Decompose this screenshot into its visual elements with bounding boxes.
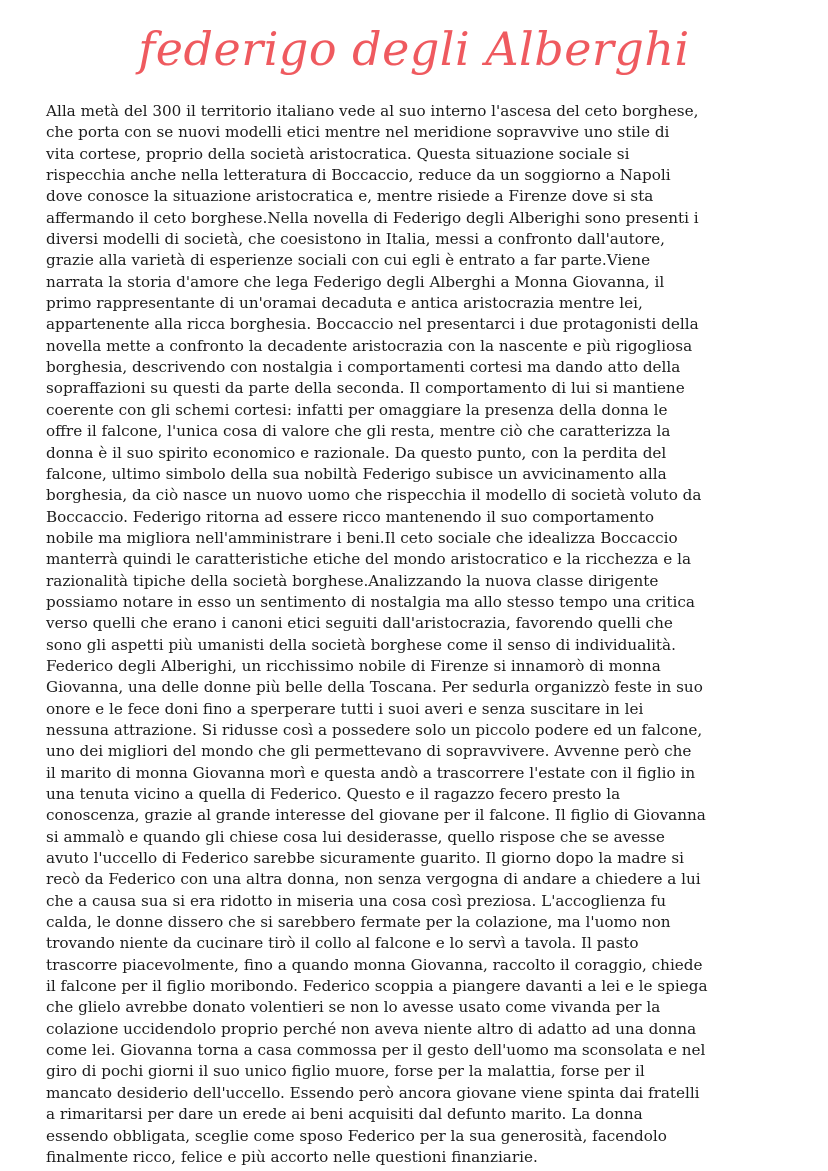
body-line: come lei. Giovanna torna a casa commossa per il gesto dell'uomo ma sconsolata e nel [46, 1041, 706, 1060]
body-line: conoscenza, grazie al grande interesse del giovane per il falcone. Il figlio di Giovanna [46, 806, 706, 825]
body-line: onore e le fece doni fino a sperperare tutti i suoi averi e senza suscitare in lei [46, 699, 644, 718]
body-line: una tenuta vicino a quella di Federico. Questo e il ragazzo fecero presto la [46, 785, 621, 803]
body-line: trascorre piacevolmente, fino a quando monna Giovanna, raccolto il coraggio, chiede [46, 955, 703, 974]
body-line: grazie alla varietà di esperienze sociali con cui egli è entrato a far parte.Viene [46, 251, 651, 270]
body-line: essendo obbligata, sceglie come sposo Federico per la sua generosità, facendolo [46, 1126, 667, 1145]
body-line: Alla metà del 300 il territorio italiano vede al suo interno l'ascesa del ceto borghese, [46, 102, 699, 120]
body-line: dove conosce la situazione aristocratica e, mentre risiede a Firenze dove si sta [46, 187, 654, 206]
document-title: federigo degli Alberghi [138, 22, 690, 76]
body-line: che glielo avrebbe donato volentieri se non lo avesse usato come vivanda per la [46, 998, 661, 1017]
body-line: donna è il suo spirito economico e razionale. Da questo punto, con la perdita del [46, 443, 667, 462]
body-line: falcone, ultimo simbolo della sua nobiltà Federigo subisce un avvicinamento alla [46, 464, 667, 483]
body-line: razionalità tipiche della società borghese.Analizzando la nuova classe dirigente [46, 571, 659, 590]
body-line: narrata la storia d'amore che lega Federigo degli Alberghi a Monna Giovanna, il [46, 272, 665, 291]
body-line: nobile ma migliora nell'amministrare i beni.Il ceto sociale che idealizza Boccaccio [46, 528, 678, 547]
body-line: coerente con gli schemi cortesi: infatti per omaggiare la presenza della donna le [46, 400, 668, 419]
body-line: sono gli aspetti più umanisti della società borghese come il senso di individualità. [46, 635, 676, 654]
body-line: offre il falcone, l'unica cosa di valore che gli resta, mentre ciò che caratterizza la [46, 422, 671, 441]
body-line: trovando niente da cucinare tirò il collo al falcone e lo servì a tavola. Il pasto [46, 934, 639, 953]
body-line: giro di pochi giorni il suo unico figlio muore, forse per la malattia, forse per il [46, 1062, 645, 1081]
body-line: Giovanna, una delle donne più belle della Toscana. Per sedurla organizzò feste in suo [46, 678, 703, 697]
document-body [46, 101, 786, 1168]
body-line: novella mette a confronto la decadente aristocrazia con la nascente e più rigogliosa [46, 336, 693, 355]
body-line: uno dei migliori del mondo che gli permettevano di sopravvivere. Avvenne però che [46, 742, 692, 761]
body-line: borghesia, da ciò nasce un nuovo uomo che rispecchia il modello di società voluto da [46, 486, 702, 505]
body-line: affermando il ceto borghese.Nella novella di Federigo degli Alberighi sono presenti i [46, 208, 699, 227]
body-line: verso quelli che erano i canoni etici seguiti dall'aristocrazia, favorendo quelli che [46, 614, 673, 633]
body-line: rispecchia anche nella letteratura di Boccaccio, reduce da un soggiorno a Napoli [46, 166, 671, 185]
body-line: finalmente ricco, felice e più accorto nelle questioni finanziarie. [46, 1147, 538, 1166]
body-line: borghesia, descrivendo con nostalgia i comportamenti cortesi ma dando atto della [46, 358, 681, 377]
body-line: primo rappresentante di un'oramai decaduta e antica aristocrazia mentre lei, [46, 294, 643, 313]
body-line: appartenente alla ricca borghesia. Boccaccio nel presentarci i due protagonisti della [46, 315, 699, 334]
body-line: si ammalò e quando gli chiese cosa lui desiderasse, quello rispose che se avesse [46, 827, 665, 846]
body-line: avuto l'uccello di Federico sarebbe sicuramente guarito. Il giorno dopo la madre si [46, 849, 685, 868]
body-line: a rimaritarsi per dare un erede ai beni acquisiti dal defunto marito. La donna [46, 1105, 643, 1124]
body-line: il marito di monna Giovanna morì e questa andò a trascorrere l'estate con il figlio in [46, 763, 696, 782]
body-line: calda, le donne dissero che si sarebbero fermate per la colazione, ma l'uomo non [46, 913, 671, 932]
body-line: diversi modelli di società, che coesistono in Italia, messi a confronto dall'autore, [46, 230, 665, 249]
body-line: che porta con se nuovi modelli etici mentre nel meridione sopravvive uno stile di [46, 123, 670, 142]
body-line: Federico degli Alberighi, un ricchissimo nobile di Firenze si innamorò di monna [46, 656, 661, 675]
body-line: colazione uccidendolo proprio perché non aveva niente altro di adatto ad una donna [46, 1019, 697, 1038]
body-line: vita cortese, proprio della società aristocratica. Questa situazione sociale si [46, 144, 630, 163]
body-line: manterrà quindi le caratteristiche etiche del mondo aristocratico e la ricchezza e la [46, 550, 692, 569]
body-line: nessuna attrazione. Si ridusse così a possedere solo un piccolo podere ed un falcone, [46, 720, 703, 739]
body-line: il falcone per il figlio moribondo. Federico scoppia a piangere davanti a lei e le spiega [46, 977, 708, 996]
body-line: recò da Federico con una altra donna, non senza vergogna di andare a chiedere a lui [46, 870, 701, 889]
body-line: mancato desiderio dell'uccello. Essendo però ancora giovane viene spinta dai fratelli [46, 1083, 700, 1102]
body-line: che a causa sua si era ridotto in miseria una cosa così preziosa. L'accoglienza fu [46, 891, 667, 910]
body-line: Boccaccio. Federigo ritorna ad essere ricco mantenendo il suo comportamento [46, 507, 655, 526]
body-line: sopraffazioni su questi da parte della seconda. Il comportamento di lui si mantiene [46, 379, 685, 398]
body-line: possiamo notare in esso un sentimento di nostalgia ma allo stesso tempo una critica [46, 592, 695, 611]
